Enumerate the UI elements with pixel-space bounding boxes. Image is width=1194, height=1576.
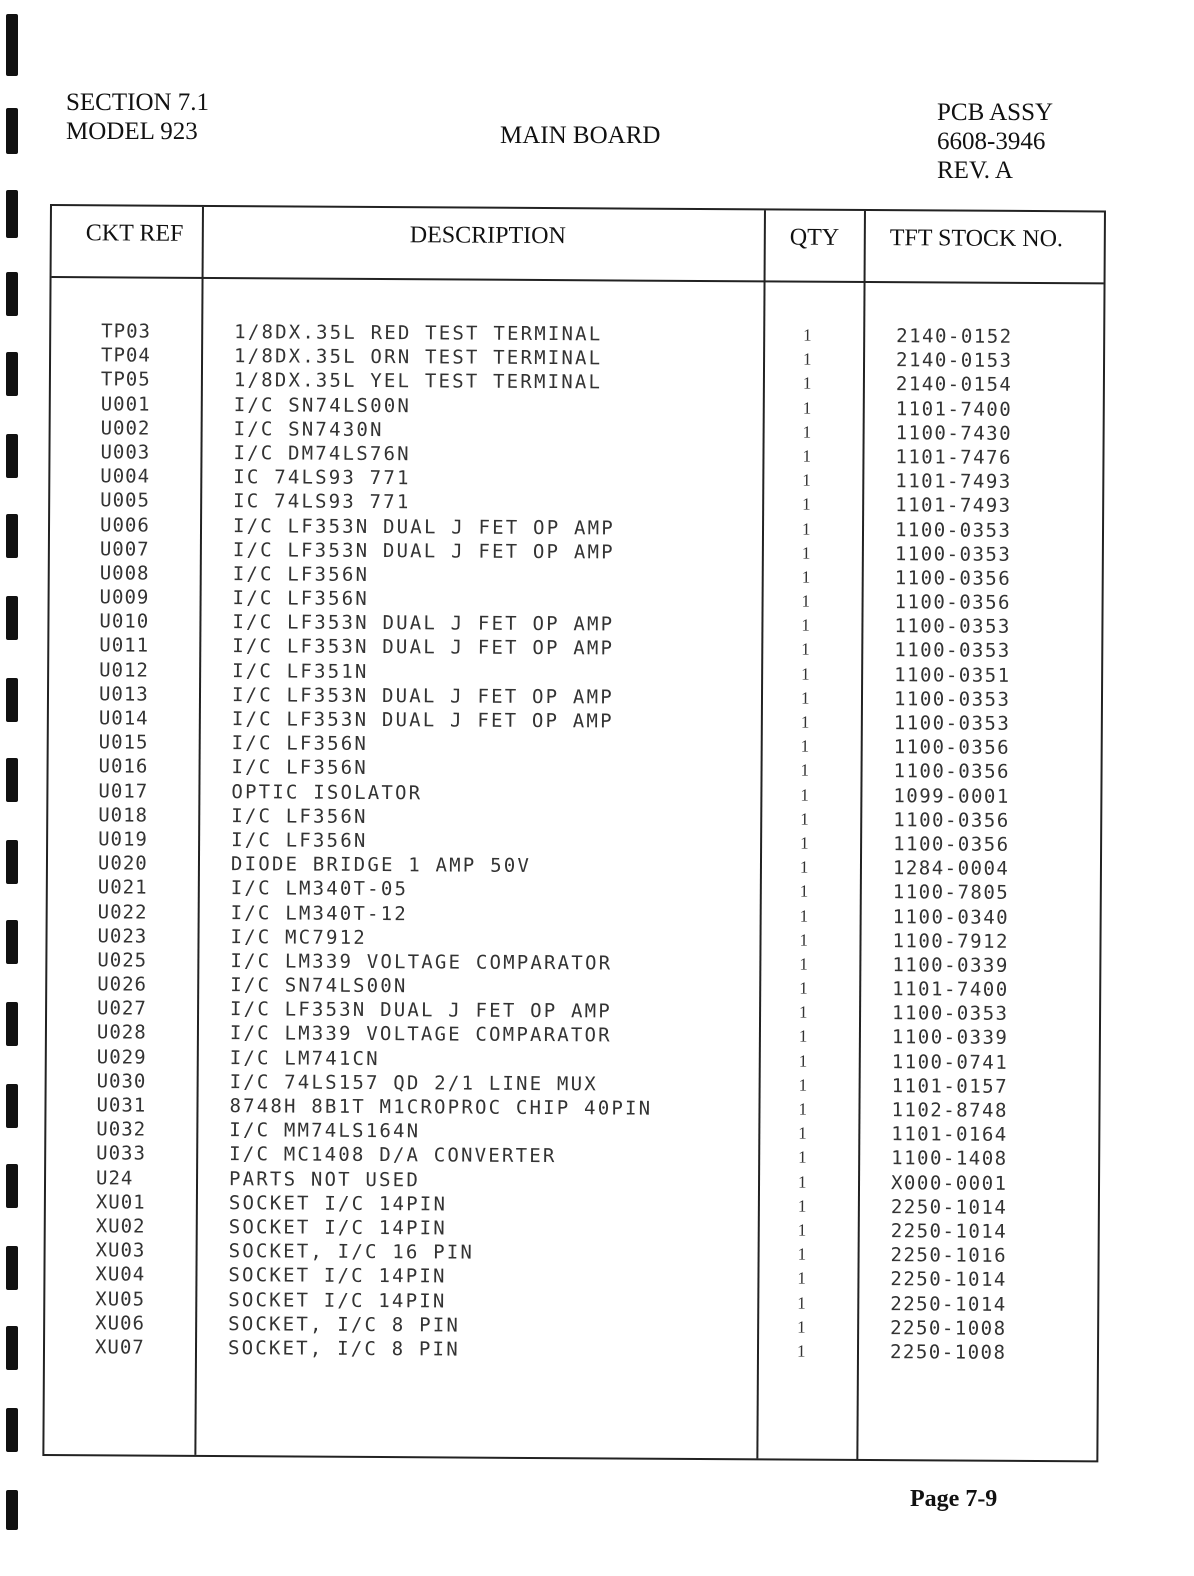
- stock-number-cell: 1100-0353: [894, 542, 1012, 566]
- description-cell: I/C DM74LS76N: [233, 442, 411, 466]
- stock-number-cell: 1101-7400: [895, 397, 1013, 421]
- description-cell: IC 74LS93 771: [233, 490, 411, 514]
- qty-cell: 1: [799, 857, 809, 877]
- binder-mark: [6, 14, 18, 76]
- qty-cell: 1: [796, 1341, 806, 1361]
- stock-number-cell: 2250-1014: [890, 1268, 1007, 1292]
- binder-mark: [6, 1408, 18, 1452]
- qty-cell: 1: [801, 615, 810, 635]
- description-cell: I/C SN74LS00N: [233, 393, 412, 417]
- ckt-ref-cell: XU03: [95, 1239, 146, 1262]
- description-cell: 1/8DX.35L RED TEST TERMINAL: [234, 321, 603, 346]
- qty-cell: 1: [802, 446, 812, 466]
- description-cell: I/C LF353N DUAL J FET OP AMP: [232, 514, 616, 539]
- column-header-qty: QTY: [789, 224, 840, 251]
- binder-mark: [6, 1164, 18, 1208]
- description-cell: PARTS NOT USED: [228, 1167, 421, 1191]
- ckt-ref-cell: U032: [96, 1118, 147, 1141]
- description-cell: I/C SN74LS00N: [230, 974, 408, 998]
- description-cell: I/C LM339 VOLTAGE COMPARATOR: [230, 949, 613, 975]
- stock-number-cell: 1100-0351: [894, 663, 1011, 687]
- stock-number-cell: 1101-0157: [891, 1074, 1009, 1098]
- ckt-ref-cell: U002: [100, 417, 151, 440]
- table-body: [45, 319, 1103, 1365]
- stock-number-cell: 1100-7805: [892, 881, 1010, 905]
- description-cell: I/C LM741CN: [229, 1046, 380, 1070]
- qty-cell: 1: [800, 736, 810, 756]
- ckt-ref-cell: TP05: [100, 368, 151, 391]
- parts-table: [42, 204, 1106, 1462]
- qty-cell: 1: [801, 664, 810, 684]
- qty-cell: 1: [798, 1099, 808, 1119]
- stock-number-cell: 1100-0356: [894, 567, 1012, 590]
- stock-number-cell: 1100-7430: [895, 421, 1013, 445]
- qty-cell: 1: [803, 325, 812, 345]
- binder-mark: [6, 352, 18, 396]
- qty-cell: 1: [799, 978, 808, 998]
- qty-cell: 1: [801, 543, 811, 563]
- ckt-ref-cell: U004: [100, 465, 151, 488]
- qty-cell: 1: [803, 349, 812, 369]
- ckt-ref-cell: U027: [97, 997, 147, 1020]
- binder-mark: [6, 758, 18, 802]
- qty-cell: 1: [802, 398, 812, 418]
- assy-label: PCB ASSY: [937, 99, 1054, 126]
- qty-cell: 1: [802, 470, 811, 490]
- assy-number: 6608-3946: [937, 128, 1046, 155]
- binder-mark: [6, 190, 18, 238]
- qty-cell: 1: [797, 1196, 807, 1216]
- description-cell: I/C LM339 VOLTAGE COMPARATOR: [229, 1022, 612, 1047]
- qty-cell: 1: [801, 640, 810, 660]
- binder-mark: [6, 108, 18, 154]
- description-cell: I/C LM340T-12: [230, 901, 409, 925]
- stock-number-cell: 2140-0153: [895, 349, 1013, 373]
- description-cell: 8748H 8B1T M1CROPROC CHIP 40PIN: [229, 1095, 653, 1120]
- stock-number-cell: X000-0001: [890, 1171, 1008, 1195]
- qty-cell: 1: [797, 1172, 807, 1192]
- qty-cell: 1: [801, 519, 811, 539]
- section-info: [66, 88, 209, 146]
- revision-label: REV. A: [937, 157, 1013, 184]
- ckt-ref-cell: XU06: [95, 1311, 145, 1335]
- description-cell: I/C MM74LS164N: [229, 1119, 421, 1143]
- ckt-ref-cell: U011: [99, 634, 150, 658]
- description-cell: 1/8DX.35L ORN TEST TERMINAL: [234, 345, 603, 370]
- qty-cell: 1: [799, 906, 809, 926]
- stock-number-cell: 1100-7912: [892, 929, 1010, 953]
- ckt-ref-cell: U018: [98, 804, 149, 827]
- stock-number-cell: 1100-0356: [893, 760, 1011, 784]
- qty-cell: 1: [798, 1147, 807, 1168]
- stock-number-cell: 1100-0356: [893, 833, 1010, 856]
- description-cell: I/C LF353N DUAL J FET OP AMP: [232, 611, 615, 636]
- binder-mark: [6, 840, 18, 884]
- description-cell: I/C MC1408 D/A CONVERTER: [229, 1143, 557, 1168]
- stock-number-cell: 1100-0340: [892, 905, 1010, 929]
- ckt-ref-cell: TP03: [101, 320, 152, 343]
- ckt-ref-cell: U016: [98, 755, 149, 778]
- ckt-ref-cell: U008: [99, 562, 150, 585]
- description-cell: I/C 74LS157 QD 2/1 LINE MUX: [229, 1070, 598, 1096]
- binder-mark: [6, 1084, 18, 1128]
- description-cell: I/C LF356N: [232, 587, 370, 611]
- stock-number-cell: 1100-1408: [891, 1147, 1008, 1171]
- ckt-ref-cell: U003: [100, 441, 151, 464]
- ckt-ref-cell: U020: [97, 852, 148, 875]
- stock-number-cell: 1100-0356: [893, 736, 1011, 760]
- ckt-ref-cell: U030: [96, 1070, 147, 1093]
- description-cell: I/C LF353N DUAL J FET OP AMP: [231, 708, 614, 733]
- qty-cell: 1: [801, 567, 811, 587]
- ckt-ref-cell: U009: [99, 586, 150, 609]
- qty-cell: 1: [799, 954, 808, 974]
- description-cell: I/C LF353N DUAL J FET OP AMP: [231, 683, 614, 709]
- stock-number-cell: 1101-7476: [895, 446, 1012, 469]
- stock-number-cell: 1100-0356: [893, 808, 1010, 832]
- qty-cell: 1: [799, 1002, 808, 1022]
- stock-number-cell: 2250-1016: [890, 1244, 1008, 1267]
- qty-cell: 1: [800, 785, 809, 805]
- description-cell: IC 74LS93 771: [233, 466, 411, 490]
- stock-number-cell: 1100-0353: [894, 518, 1012, 542]
- stock-number-cell: 1100-0741: [891, 1050, 1009, 1074]
- ckt-ref-cell: XU07: [94, 1336, 145, 1359]
- stock-number-cell: 1101-7400: [892, 978, 1009, 1001]
- ckt-ref-cell: XU04: [95, 1263, 146, 1286]
- description-cell: I/C LF356N: [231, 756, 369, 780]
- qty-cell: 1: [800, 712, 810, 732]
- binder-mark: [6, 596, 18, 640]
- description-cell: DIODE BRIDGE 1 AMP 50V: [230, 853, 532, 878]
- description-cell: I/C MC7912: [230, 925, 367, 949]
- binder-mark: [6, 678, 18, 722]
- ckt-ref-cell: XU02: [95, 1215, 146, 1238]
- description-cell: SOCKET, I/C 8 PIN: [227, 1336, 460, 1361]
- qty-cell: 1: [802, 494, 811, 514]
- description-cell: SOCKET I/C 14PIN: [228, 1191, 448, 1216]
- stock-number-cell: 2140-0154: [895, 373, 1013, 397]
- stock-number-cell: 1100-0353: [894, 615, 1011, 639]
- ckt-ref-cell: U006: [99, 513, 150, 537]
- qty-cell: 1: [802, 373, 812, 394]
- qty-cell: 1: [800, 760, 810, 781]
- description-cell: I/C SN7430N: [233, 417, 384, 441]
- column-header-ckt-ref: CKT REF: [85, 220, 184, 247]
- qty-cell: 1: [798, 1027, 808, 1047]
- ckt-ref-cell: U017: [98, 779, 149, 803]
- stock-number-cell: 2250-1014: [890, 1220, 1008, 1243]
- qty-cell: 1: [800, 688, 810, 708]
- stock-number-cell: 2250-1014: [890, 1292, 1007, 1316]
- description-cell: I/C LF356N: [232, 562, 370, 586]
- qty-cell: 1: [797, 1268, 807, 1288]
- qty-cell: 1: [797, 1220, 807, 1240]
- qty-cell: 1: [799, 930, 809, 950]
- qty-cell: 1: [798, 1123, 807, 1143]
- ckt-ref-cell: TP04: [101, 344, 151, 367]
- qty-cell: 1: [797, 1293, 806, 1313]
- stock-number-cell: 1102-8748: [891, 1099, 1008, 1122]
- ckt-ref-cell: U026: [97, 973, 148, 996]
- qty-cell: 1: [800, 809, 809, 829]
- binder-mark: [6, 1490, 18, 1530]
- ckt-ref-cell: U001: [100, 392, 151, 416]
- section-label: SECTION 7.1: [66, 89, 210, 116]
- assembly-info: [937, 98, 1053, 185]
- stock-number-cell: 1101-0164: [891, 1123, 1008, 1147]
- description-cell: SOCKET I/C 14PIN: [228, 1264, 447, 1288]
- description-cell: SOCKET, I/C 16 PIN: [228, 1240, 475, 1264]
- ckt-ref-cell: XU01: [95, 1191, 146, 1214]
- ckt-ref-cell: U007: [99, 537, 150, 561]
- binder-mark: [6, 272, 18, 316]
- ckt-ref-cell: U019: [98, 828, 148, 851]
- description-cell: SOCKET, I/C 8 PIN: [228, 1312, 461, 1337]
- description-cell: I/C LF356N: [231, 829, 368, 852]
- ckt-ref-cell: XU05: [95, 1287, 146, 1311]
- ckt-ref-cell: U005: [100, 489, 151, 512]
- description-cell: I/C LF356N: [231, 804, 368, 828]
- ckt-ref-cell: U025: [97, 949, 148, 972]
- stock-number-cell: 2250-1008: [889, 1341, 1007, 1364]
- ckt-ref-cell: U031: [96, 1094, 147, 1117]
- column-header-description: DESCRIPTION: [409, 222, 566, 250]
- qty-cell: 1: [797, 1317, 806, 1337]
- page-title: MAIN BOARD: [500, 122, 661, 149]
- qty-cell: 1: [797, 1244, 807, 1264]
- ckt-ref-cell: U028: [96, 1021, 147, 1045]
- stock-number-cell: 2250-1008: [890, 1316, 1007, 1340]
- page-number: Page 7-9: [910, 1486, 998, 1512]
- ckt-ref-cell: U010: [99, 610, 150, 633]
- description-cell: I/C LF356N: [231, 732, 369, 756]
- description-cell: SOCKET I/C 14PIN: [228, 1288, 447, 1312]
- description-cell: OPTIC ISOLATOR: [231, 780, 423, 804]
- ckt-ref-cell: U021: [97, 876, 148, 899]
- stock-number-cell: 1101-7493: [895, 494, 1012, 518]
- description-cell: SOCKET I/C 14PIN: [228, 1216, 448, 1240]
- qty-cell: 1: [799, 881, 809, 901]
- stock-number-cell: 1100-0339: [891, 1026, 1009, 1050]
- stock-number-cell: 2140-0152: [896, 325, 1013, 348]
- description-cell: 1/8DX.35L YEL TEST TERMINAL: [233, 369, 603, 394]
- ckt-ref-cell: U012: [99, 658, 149, 682]
- binder-mark: [6, 920, 18, 964]
- description-cell: I/C LM340T-05: [230, 877, 409, 901]
- header-separator: [52, 276, 1104, 284]
- table-row: [45, 1335, 1097, 1366]
- binder-mark: [6, 514, 18, 558]
- qty-cell: 1: [798, 1075, 808, 1095]
- ckt-ref-cell: U014: [98, 707, 149, 730]
- qty-cell: 1: [802, 422, 812, 442]
- ckt-ref-cell: U029: [96, 1045, 147, 1069]
- description-cell: I/C LF353N DUAL J FET OP AMP: [230, 998, 613, 1023]
- stock-number-cell: 1100-0339: [892, 954, 1009, 977]
- ckt-ref-cell: U023: [97, 924, 148, 948]
- ckt-ref-cell: U013: [98, 683, 149, 706]
- binder-mark: [6, 434, 18, 478]
- model-label: MODEL 923: [66, 118, 198, 145]
- ckt-ref-cell: U022: [97, 900, 148, 924]
- description-cell: I/C LF353N DUAL J FET OP AMP: [232, 635, 615, 660]
- column-header-stock-no: TFT STOCK NO.: [889, 225, 1064, 253]
- description-cell: I/C LF353N DUAL J FET OP AMP: [232, 538, 615, 564]
- stock-number-cell: 1101-7493: [895, 470, 1012, 494]
- qty-cell: 1: [798, 1051, 808, 1071]
- qty-cell: 1: [801, 591, 811, 611]
- binder-mark: [6, 1246, 18, 1290]
- stock-number-cell: 1100-0353: [894, 639, 1011, 663]
- ckt-ref-cell: U033: [96, 1142, 147, 1165]
- stock-number-cell: 2250-1014: [890, 1195, 1008, 1219]
- ckt-ref-cell: U24: [95, 1166, 134, 1190]
- stock-number-cell: 1100-0353: [892, 1002, 1009, 1026]
- stock-number-cell: 1100-0353: [893, 687, 1011, 711]
- stock-number-cell: 1284-0004: [892, 857, 1010, 880]
- binder-mark: [6, 1326, 18, 1370]
- description-cell: I/C LF351N: [232, 659, 369, 683]
- ckt-ref-cell: U015: [98, 731, 149, 754]
- stock-number-cell: 1100-0356: [894, 591, 1012, 614]
- stock-number-cell: 1099-0001: [893, 784, 1010, 808]
- stock-number-cell: 1100-0353: [893, 712, 1011, 735]
- binder-mark: [6, 1002, 18, 1046]
- qty-cell: 1: [800, 833, 809, 853]
